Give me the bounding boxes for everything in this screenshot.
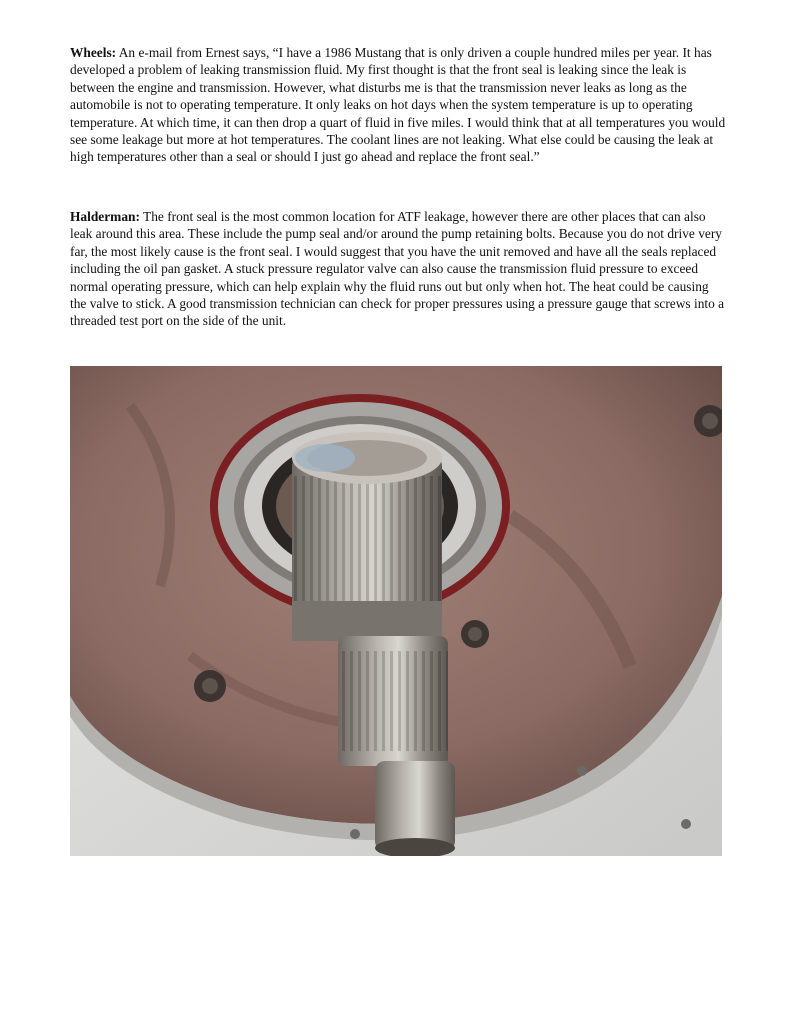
halderman-answer-paragraph xyxy=(70,208,726,330)
halderman-answer-text: The front seal is the most common location for ATF leakage, however there are other places that can also leak around this area. These include the pump seal and/or around the pump retaining bolts. Because you do not drive very far, the most likely cause is the front seal. I would suggest that you have the unit removed and have all the seals replaced including the oil pan gasket. A stuck pressure regulator valve can also cause the transmission fluid pressure to exceed normal operating pressure, which can help explain why the fluid runs out but only when hot. The heat could be causing the valve to stick. A good transmission technician can check for proper pressures using a pressure gauge that screws into a threaded test port on the side of the unit. xyxy=(70,209,725,329)
wheels-question-paragraph xyxy=(70,44,726,166)
wheels-question-text: An e-mail from Ernest says, “I have a 1986 Mustang that is only driven a couple hundred miles per year. It has developed a problem of leaking transmission fluid. My first thought is that the front seal is leaking since the leak is between the engine and transmission. However, what disturbs me is that the transmission never leaks as long as the automobile is not to operating temperature. It only leaks on hot days when the system temperature is up to operating temperature. At which time, it can then drop a quart of fluid in five miles. I would think that at all temperatures you would see some leakage but more at hot temperatures. The coolant lines are not leaking. What else could be causing the leak at high temperatures other than a seal or should I just go ahead and replace the front seal.” xyxy=(70,45,726,165)
halderman-speaker-label: Halderman: xyxy=(70,209,140,224)
wheels-speaker-label: Wheels: xyxy=(70,45,117,60)
transmission-front-seal-photo xyxy=(70,366,722,856)
